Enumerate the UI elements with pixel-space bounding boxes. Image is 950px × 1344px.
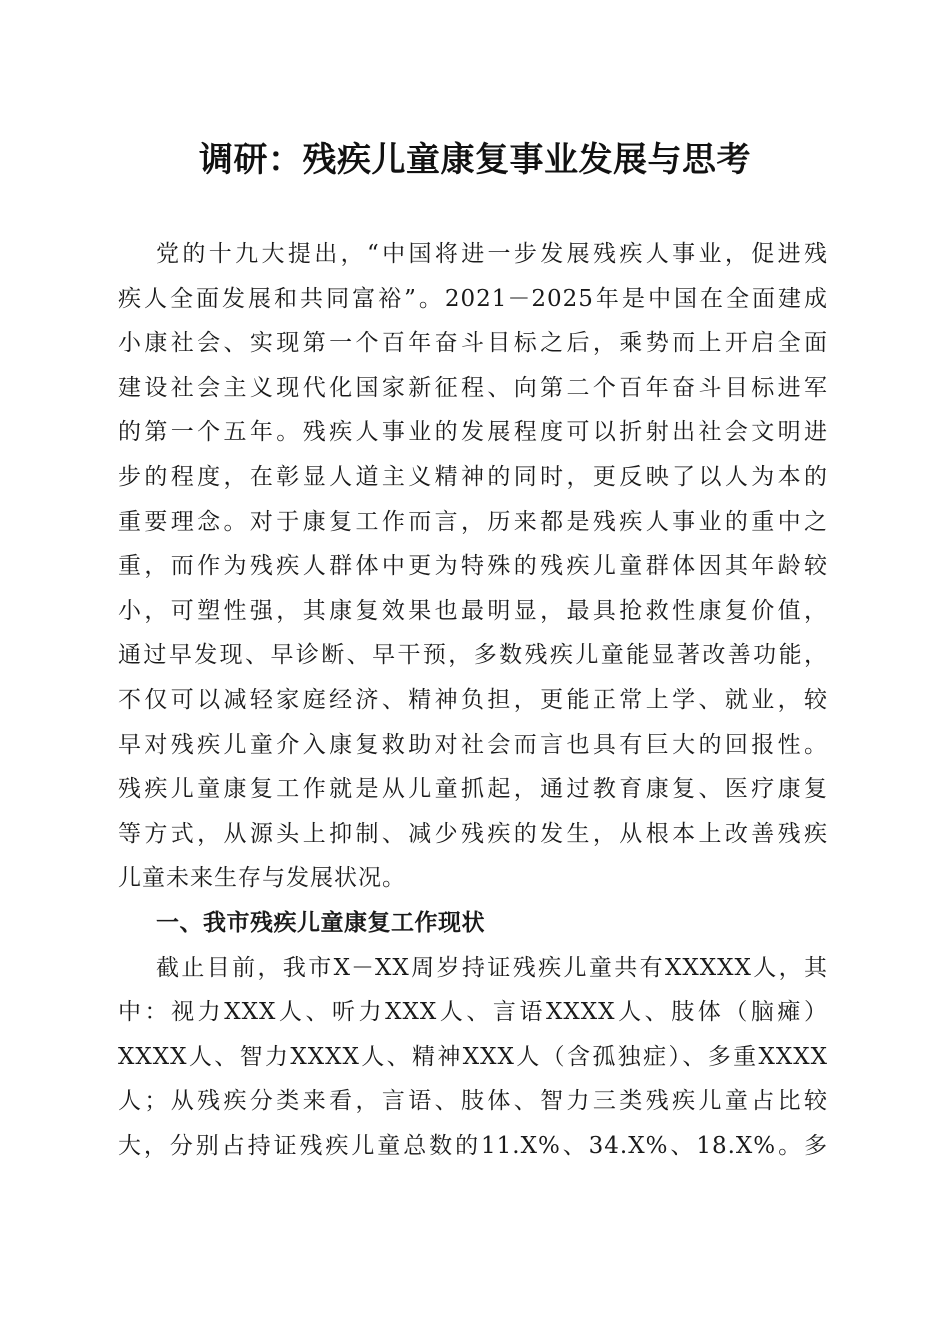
paragraph-line: 的第一个五年。残疾人事业的发展程度可以折射出社会文明进 [118,419,828,446]
paragraph-line: 党的十九大提出，“中国将进一步发展残疾人事业，促进残 [156,241,828,267]
paragraph-line: 中：视力XXX人、听力XXX人、言语XXXX人、肢体（脑瘫） [118,999,828,1026]
paragraph-line: 早对残疾儿童介入康复救助对社会而言也具有巨大的回报性。 [118,731,828,758]
paragraph-line: 小康社会、实现第一个百年奋斗目标之后，乘势而上开启全面 [118,330,828,357]
paragraph-line: 大，分别占持证残疾儿童总数的11.X%、34.X%、18.X%。多 [118,1132,828,1159]
paragraph-line: XXXX人、智力XXXX人、精神XXX人（含孤独症）、多重XXXX [118,1043,828,1070]
paragraph-line: 儿童未来生存与发展状况。 [118,865,406,892]
document-title: 调研：残疾儿童康复事业发展与思考 [199,140,751,180]
paragraph-line: 等方式，从源头上抑制、减少残疾的发生，从根本上改善残疾 [118,820,828,847]
paragraph-line: 残疾儿童康复工作就是从儿童抓起，通过教育康复、医疗康复 [118,776,828,803]
paragraph-line: 不仅可以减轻家庭经济、精神负担，更能正常上学、就业，较 [118,686,828,713]
paragraph-line: 小，可塑性强，其康复效果也最明显，最具抢救性康复价值， [118,597,828,624]
paragraph-line: 截止目前，我市X－XX周岁持证残疾儿童共有XXXXX人，其 [156,954,828,981]
section-heading: 一、我市残疾儿童康复工作现状 [156,909,485,936]
document-body [118,232,828,1168]
paragraph-line: 人；从残疾分类来看，言语、肢体、智力三类残疾儿童占比较 [118,1088,828,1115]
paragraph-line: 建设社会主义现代化国家新征程、向第二个百年奋斗目标进军 [118,374,828,401]
paragraph-line: 步的程度，在彰显人道主义精神的同时，更反映了以人为本的 [118,463,828,490]
paragraph-line: 重，而作为残疾人群体中更为特殊的残疾儿童群体因其年龄较 [118,553,828,580]
paragraph-line: 重要理念。对于康复工作而言，历来都是残疾人事业的重中之 [118,508,828,535]
paragraph-line: 疾人全面发展和共同富裕”。2021－2025年是中国在全面建成 [118,285,828,312]
paragraph-line: 通过早发现、早诊断、早干预，多数残疾儿童能显著改善功能， [118,642,828,669]
